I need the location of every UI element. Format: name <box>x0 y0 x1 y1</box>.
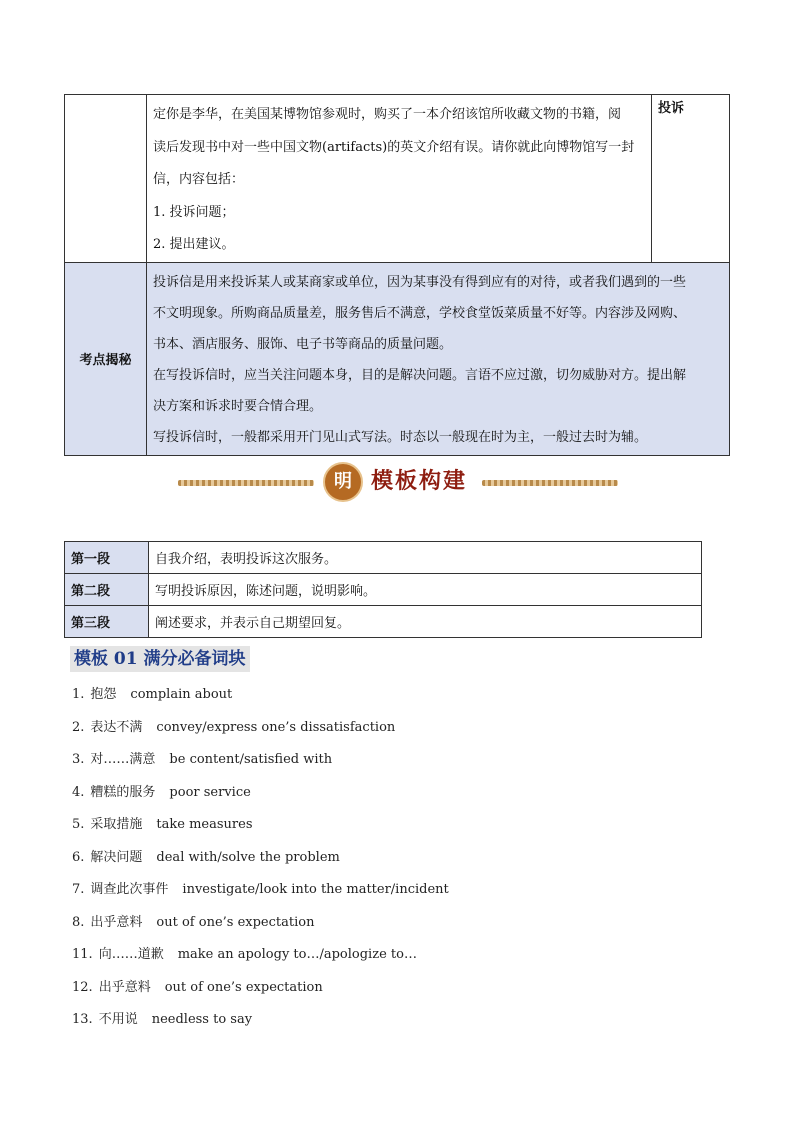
vocab-number: 11. <box>72 947 93 962</box>
banner-rule-right <box>482 480 618 486</box>
vocab-english: investigate/look into the matter/incident <box>182 882 449 897</box>
vocab-english: make an apology to…/apologize to… <box>177 947 417 962</box>
writing-task-table <box>64 94 730 456</box>
banner-rule-left <box>178 480 314 486</box>
vocab-chinese: 出乎意料 <box>98 979 151 995</box>
list-item <box>72 847 449 880</box>
list-item <box>72 684 449 717</box>
vocab-chinese: 抱怨 <box>90 687 117 702</box>
list-item <box>72 749 449 782</box>
vocab-english: convey/express one’s dissatisfaction <box>156 719 396 735</box>
vocab-english: deal with/solve the problem <box>156 849 340 865</box>
vocab-chinese: 调查此次事件 <box>90 882 169 897</box>
table-row <box>65 542 702 574</box>
list-item <box>72 879 449 912</box>
table-row <box>65 606 702 638</box>
vocab-chinese: 糟糕的服务 <box>90 784 156 800</box>
task-description-cell <box>147 95 652 263</box>
list-item <box>72 782 449 815</box>
vocab-chinese: 采取措施 <box>90 817 143 832</box>
list-item <box>72 814 449 847</box>
table-row <box>65 574 702 606</box>
analysis-line: 不文明现象。所购商品质量差，服务售后不满意，学校食堂饭菜质量不好等。内容涉及网购、 <box>153 305 687 321</box>
task-line: 1. 投诉问题； <box>153 204 235 220</box>
analysis-line: 投诉信是用来投诉某人或某商家或单位，因为某事没有得到应有的对待，或者我们遇到的一些 <box>153 274 687 290</box>
paragraph-text: 写明投诉原因，陈述问题，说明影响。 <box>149 574 702 606</box>
section-banner <box>178 460 618 502</box>
analysis-content <box>147 262 730 455</box>
vocab-chinese: 表达不满 <box>90 719 143 735</box>
vocab-number: 1. <box>72 687 85 702</box>
vocab-english: take measures <box>156 817 253 832</box>
vocab-number: 6. <box>72 849 85 865</box>
vocab-number: 5. <box>72 817 85 832</box>
vocab-number: 7. <box>72 882 85 897</box>
letter-type-tag: 投诉 <box>652 95 730 263</box>
task-label-cell <box>65 95 147 263</box>
banner-title: 模板构建 <box>371 468 468 494</box>
vocab-english: out of one’s expectation <box>164 979 323 995</box>
vocab-chinese: 对……满意 <box>90 752 156 767</box>
vocab-chinese: 向……道歉 <box>98 947 164 962</box>
vocab-number: 13. <box>72 1012 93 1027</box>
vocab-english: complain about <box>130 687 233 702</box>
analysis-line: 在写投诉信时，应当关注问题本身，目的是解决问题。言语不应过激，切勿威胁对方。提出解 <box>153 367 687 383</box>
list-item <box>72 977 449 1010</box>
analysis-line: 写投诉信时，一般都采用开门见山式写法。时态以一般现在时为主，一般过去时为辅。 <box>153 429 648 445</box>
vocab-list <box>72 684 449 1042</box>
vocab-chinese: 解决问题 <box>90 849 143 865</box>
vocab-english: needless to say <box>151 1012 253 1027</box>
analysis-line: 决方案和诉求时要合情合理。 <box>153 398 323 414</box>
banner-seal-icon: 明 <box>323 462 363 502</box>
vocab-english: be content/satisfied with <box>169 752 333 767</box>
paragraph-structure-table <box>64 541 702 638</box>
vocab-english: out of one’s expectation <box>156 914 315 930</box>
paragraph-text: 自我介绍，表明投诉这次服务。 <box>149 542 702 574</box>
paragraph-text: 阐述要求，并表示自己期望回复。 <box>149 606 702 638</box>
list-item <box>72 912 449 945</box>
task-line: 读后发现书中对一些中国文物(artifacts)的英文介绍有误。请你就此向博物馆写一封 <box>153 139 635 155</box>
vocab-number: 4. <box>72 784 85 800</box>
list-item <box>72 1009 449 1042</box>
vocab-chinese: 出乎意料 <box>90 914 143 930</box>
paragraph-label: 第二段 <box>65 574 149 606</box>
task-line: 信，内容包括： <box>153 172 245 188</box>
paragraph-label: 第三段 <box>65 606 149 638</box>
vocab-number: 12. <box>72 979 93 995</box>
section-heading: 模板 01 满分必备词块 <box>70 646 250 672</box>
list-item <box>72 717 449 750</box>
analysis-label: 考点揭秘 <box>65 262 147 455</box>
list-item <box>72 944 449 977</box>
vocab-chinese: 不用说 <box>98 1012 138 1027</box>
vocab-number: 3. <box>72 752 85 767</box>
paragraph-label: 第一段 <box>65 542 149 574</box>
task-line: 定你是李华，在美国某博物馆参观时，购买了一本介绍该馆所收藏文物的书籍，阅 <box>153 107 622 122</box>
vocab-number: 8. <box>72 914 85 930</box>
analysis-line: 书本、酒店服务、服饰、电子书等商品的质量问题。 <box>153 336 453 352</box>
vocab-english: poor service <box>169 784 251 800</box>
vocab-number: 2. <box>72 719 85 735</box>
task-line: 2. 提出建议。 <box>153 237 235 253</box>
